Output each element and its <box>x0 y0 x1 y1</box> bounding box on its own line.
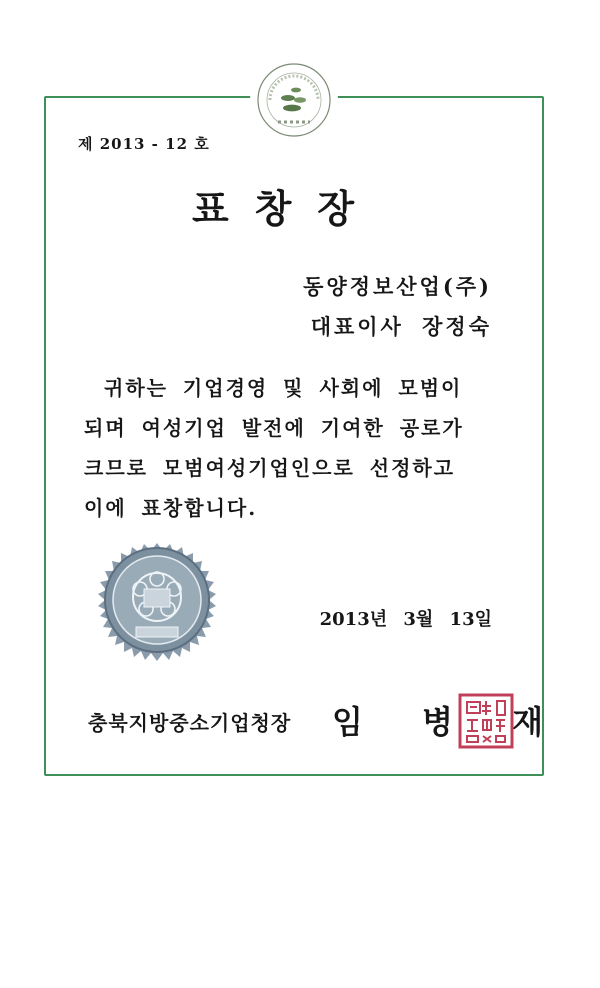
certificate-title: 표창장 <box>191 186 381 231</box>
recipient-company: 동양정보산업(주) <box>303 274 492 299</box>
award-date: 2013년 3월 13일 <box>319 609 492 630</box>
citation-line: 되며 여성기업 발전에 기여한 공로가 <box>84 416 464 440</box>
citation-line: 이에 표창합니다. <box>84 496 258 520</box>
issuer-title: 충북지방중소기업청장 <box>88 711 292 735</box>
citation-line: 크므로 모범여성기업인으로 선정하고 <box>84 456 456 480</box>
issuer-name: 임 병 재 <box>332 703 564 741</box>
government-seal-icon <box>84 527 230 673</box>
citation-line: 귀하는 기업경영 및 사회에 모범이 <box>104 376 463 400</box>
certificate-number: 제 2013 - 12 호 <box>78 135 210 153</box>
agency-emblem-icon <box>250 56 338 144</box>
official-stamp-icon <box>458 693 514 749</box>
recipient-name: 대표이사 장정숙 <box>310 314 492 339</box>
